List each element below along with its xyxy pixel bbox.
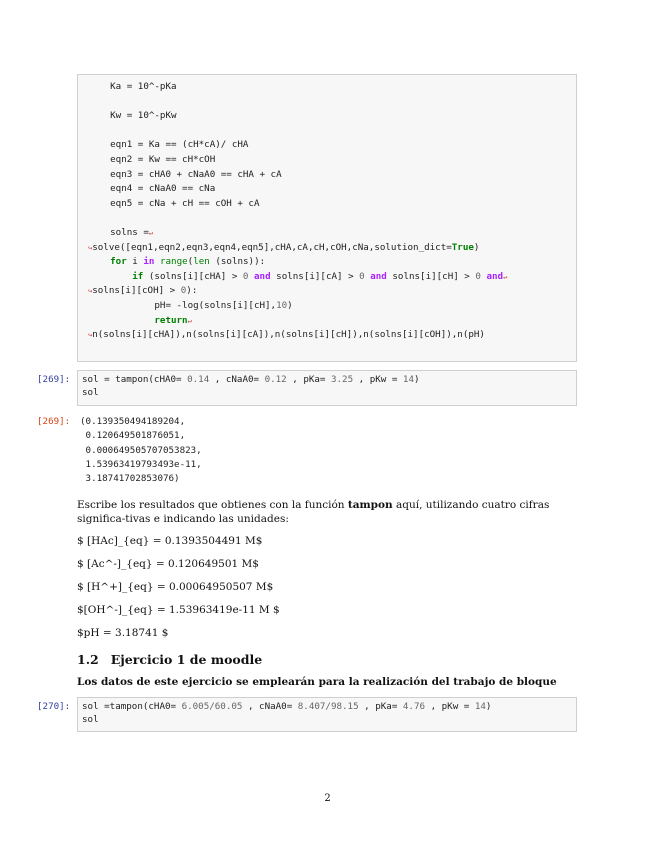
code-token: , cNaA0=: [209, 374, 265, 385]
code-token: True: [451, 241, 474, 253]
code-token: for: [110, 256, 127, 268]
intro-text: Escribe los resultados que obtienes con la función: [77, 499, 348, 511]
code-token: sol =tampon(cHA0=: [82, 701, 182, 712]
code-token: n(solns[i][cHA]),n(solns[i][cA]),n(solns[i][cH]),n(solns[i][cOH]),n(pH): [92, 329, 485, 341]
result-hac: $ [HAc]_{eq} = 0.1393504491 M$: [77, 535, 263, 547]
code-token: ): [287, 300, 293, 311]
input-prompt-270: [270]:: [37, 701, 71, 712]
code-token: ): [473, 241, 480, 253]
code-line: [88, 329, 485, 341]
code-token: ↪: [88, 331, 93, 340]
code-line: [88, 169, 282, 180]
code-token: [88, 271, 132, 282]
code-token: solve([eqn1,eqn2,eqn3,eqn4,eqn5],cHA,cA,cH,cOH,cNa,solution_dict=: [92, 241, 452, 253]
code-token: [88, 256, 110, 267]
code-token: , pKw =: [353, 374, 403, 385]
code-token: ): [485, 701, 492, 712]
code-cell-top[interactable]: [77, 74, 577, 362]
code-cell-270[interactable]: [77, 697, 577, 732]
code-token: sol: [82, 387, 99, 398]
code-token: solns[i][cOH] >: [92, 285, 181, 297]
output-line: 1.53963419793493e-11,: [80, 458, 202, 470]
result-h: $ [H^+]_{eq} = 0.00064950507 M$: [77, 581, 274, 593]
code-token: 10: [276, 300, 288, 311]
code-token: and: [254, 270, 271, 282]
code-token: eqn5 = cNa + cH == cOH + cA: [88, 197, 260, 209]
code-line: [88, 315, 192, 327]
code-token: i: [126, 256, 144, 268]
code-token: if: [132, 270, 144, 282]
code-token: 0.12: [264, 374, 287, 385]
code-line: [88, 285, 197, 297]
code-token: , pKa=: [286, 374, 331, 385]
code-token: (: [187, 256, 194, 268]
code-token: 14: [402, 374, 414, 385]
code-token: , pKw =: [425, 701, 475, 712]
output-prompt-269: [269]:: [37, 416, 71, 427]
code-token: 0: [359, 270, 365, 282]
code-token: [88, 315, 154, 326]
code-token: solns[i][cA] >: [270, 270, 360, 282]
code-token: solns =: [88, 227, 149, 238]
code-token: 0.14: [187, 374, 210, 385]
section-number: 1.2: [77, 652, 99, 667]
code-token: and: [486, 270, 504, 282]
code-token: eqn2 = Kw == cH*cOH: [88, 154, 216, 165]
code-token: Ka = 10^-pKa: [88, 81, 177, 92]
code-token: , pKa=: [358, 701, 403, 712]
code-token: 0: [180, 285, 187, 297]
code-token: eqn1 = Ka == (cH*cA)/ cHA: [88, 139, 249, 151]
code-token: ↪: [88, 287, 93, 296]
section-heading: [77, 652, 262, 667]
code-line: [82, 374, 420, 385]
code-token: sol: [82, 714, 99, 725]
code-cell-269[interactable]: [77, 370, 577, 406]
output-line: 0.000649505707053823,: [80, 444, 202, 456]
instructions-paragraph: [77, 498, 577, 526]
code-token: (solns)):: [209, 256, 266, 268]
code-line: [88, 227, 153, 239]
code-line: [88, 256, 265, 267]
result-ph: $pH = 3.18741 $: [77, 627, 169, 639]
code-token: and: [370, 270, 387, 282]
section-title: Ejercicio 1 de moodle: [110, 652, 263, 667]
code-token: solns[i][cH] >: [386, 270, 476, 282]
page-number: 2: [324, 793, 331, 804]
code-token: len: [193, 256, 210, 268]
code-token: ↪: [88, 243, 93, 252]
code-token: pH= -log(solns[i][cH],: [88, 300, 277, 311]
code-line: [88, 110, 177, 121]
code-token: ↵: [148, 229, 154, 237]
code-token: eqn3 = cHA0 + cNaA0 == cHA + cA: [88, 168, 282, 180]
code-token: 4.76: [402, 701, 426, 712]
code-token: 0: [242, 270, 249, 282]
code-token: range: [159, 256, 188, 268]
code-token: (solns[i][cHA] >: [143, 270, 243, 282]
output-line: 0.120649501876051,: [80, 430, 186, 442]
code-token: Kw = 10^-pKw: [88, 110, 177, 122]
code-token: 3.25: [330, 374, 354, 385]
code-line: [88, 81, 177, 92]
intro-text-end: aquí, utilizando cuatro cifras significa-tivas e indicando las unidades:: [77, 499, 550, 525]
code-line: [88, 300, 293, 311]
code-token: ↵: [503, 272, 508, 281]
function-name: tampon: [347, 499, 393, 511]
code-token: return: [154, 314, 188, 326]
result-oh: $[OH^-]_{eq} = 1.53963419e-11 M $: [77, 604, 280, 616]
section-description: Los datos de este ejercicio se emplearán para la realización del trabajo de bloque: [77, 676, 557, 688]
code-token: ): [414, 374, 420, 385]
result-ac: $ [Ac^-]_{eq} = 0.120649501 M$: [77, 558, 259, 570]
output-line: 3.18741702853076): [80, 473, 180, 485]
code-line: [88, 154, 215, 165]
code-token: sol = tampon(cHA0=: [82, 374, 188, 385]
code-line: [82, 387, 99, 398]
code-token: in: [143, 256, 155, 268]
code-line: [82, 714, 99, 725]
code-token: ):: [186, 285, 198, 297]
code-line: [82, 701, 491, 712]
code-token: 0: [475, 270, 481, 282]
output-line: (0.139350494189204,: [80, 416, 186, 427]
code-line: [88, 198, 259, 209]
code-token: eqn4 = cNaA0 == cNa: [88, 183, 216, 195]
input-prompt-269: [269]:: [37, 374, 71, 385]
code-line: [88, 139, 248, 150]
code-token: 8.407/98.15: [297, 701, 359, 712]
code-line: [88, 242, 479, 254]
code-token: ↵: [187, 316, 192, 325]
code-token: 14: [474, 701, 486, 712]
code-token: 6.005/60.05: [181, 701, 243, 712]
code-token: , cNaA0=: [242, 701, 298, 712]
code-line: [88, 183, 215, 194]
code-line: [88, 271, 507, 283]
